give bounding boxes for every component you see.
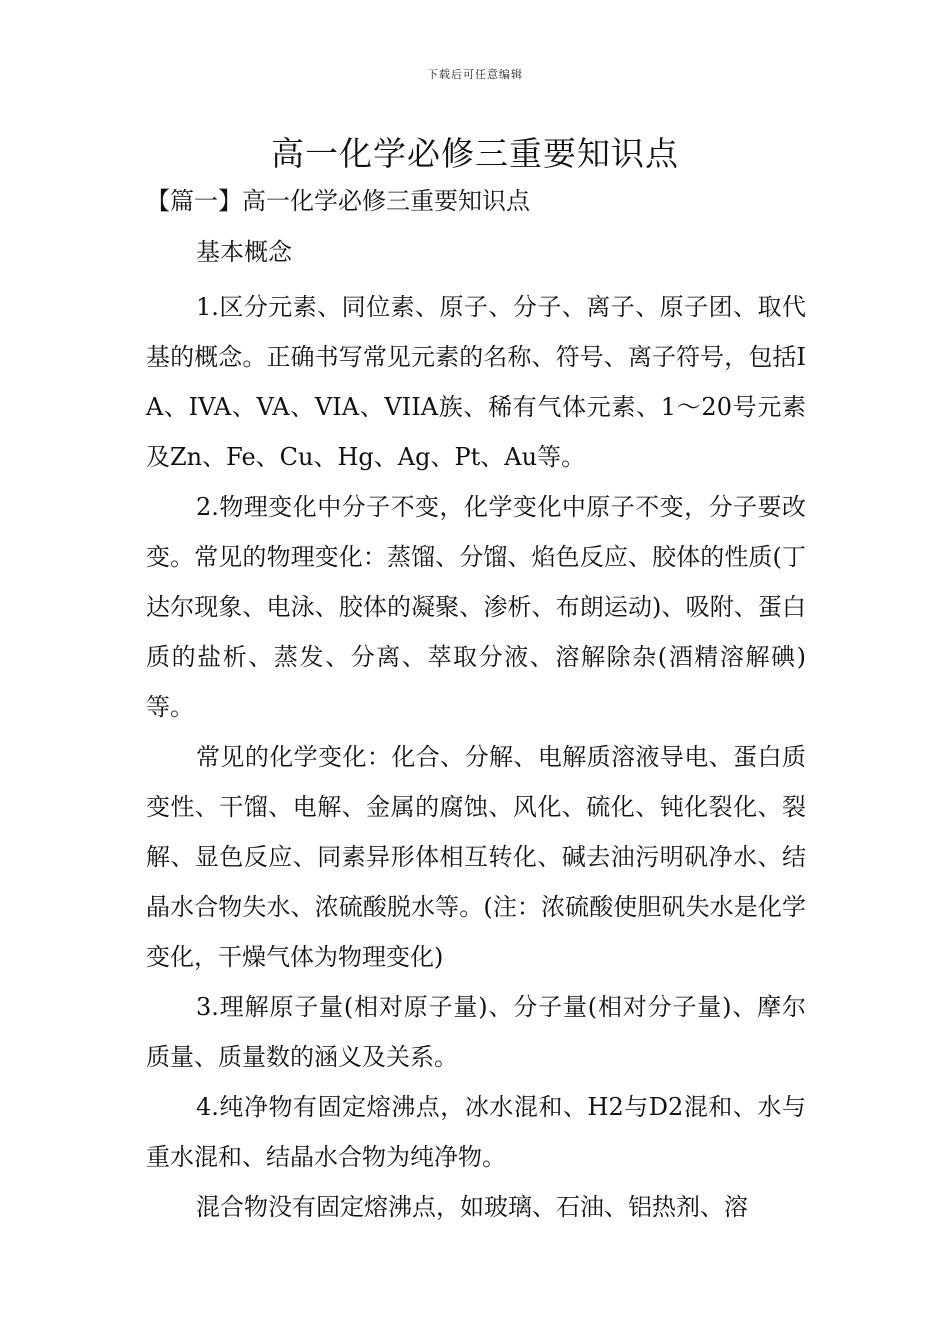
paragraph-3: 常见的化学变化：化合、分解、电解质溶液导电、蛋白质变性、干馏、电解、金属的腐蚀、风化、硫化、钝化裂化、裂解、显色反应、同素异形体相互转化、碱去油污明矾净水、结晶水合物失水、浓硫酸脱水等。(注：浓硫酸使胆矾失水是化学变化，干燥气体为物理变化) (146, 743, 806, 971)
header-note: 下载后可任意编辑 (427, 68, 523, 81)
paragraph-4: 3.理解原子量(相对原子量)、分子量(相对分子量)、摩尔质量、质量数的涵义及关系。 (146, 993, 806, 1071)
paragraph-5: 4.纯净物有固定熔沸点，冰水混和、H2与D2混和、水与重水混和、结晶水合物为纯净物。 (146, 1093, 806, 1171)
paragraph-6: 混合物没有固定熔沸点，如玻璃、石油、铝热剂、溶 (196, 1193, 748, 1221)
document-title: 高一化学必修三重要知识点 (271, 134, 679, 173)
paragraph-2: 2.物理变化中分子不变，化学变化中原子不变，分子要改变。常见的物理变化：蒸馏、分馏、焰色反应、胶体的性质(丁达尔现象、电泳、胶体的凝聚、渗析、布朗运动)、吸附、蛋白质的盐析、蒸发、分离、萃取分液、溶解除杂(酒精溶解碘)等。 (146, 493, 806, 721)
document-body (146, 282, 806, 1232)
paragraph-1: 1.区分元素、同位素、原子、分子、离子、原子团、取代基的概念。正确书写常见元素的名称、符号、离子符号，包括IA、IVA、VA、VIA、VIIA族、稀有气体元素、1～20号元素及Zn、Fe、Cu、Hg、Ag、Pt、Au等。 (146, 293, 806, 471)
section-heading: 【篇一】高一化学必修三重要知识点 (146, 187, 530, 215)
subheading-basic-concepts: 基本概念 (196, 238, 292, 266)
